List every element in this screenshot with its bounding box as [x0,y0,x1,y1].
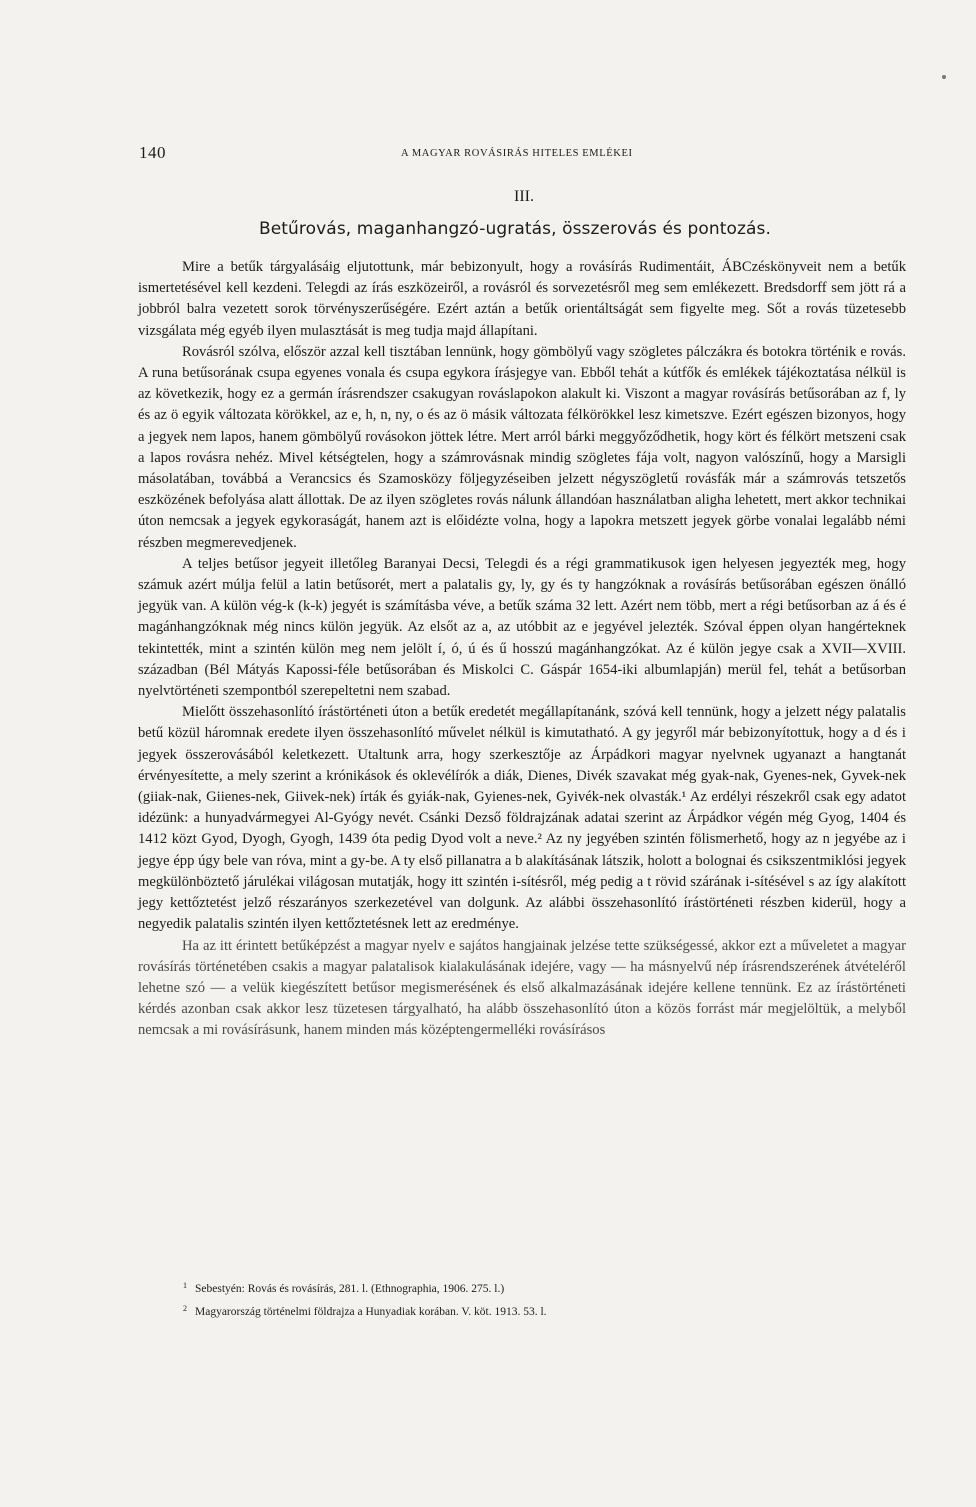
paragraph: Ha az itt érintett betűképzést a magyar nyelv e sajátos hangjainak jelzése tette szükségessé, akkor ezt a műveletet a magyar rovásírás történetében csakis a magyar palatalisok kialakulásának idejére, vagy — ha másnyelvű nép írásrendszerének átvételéről lehetne szó — a velük kiegészített betűsor megismerésének és első alkalmazásának idejére kellene tennünk. Ez az írástörténeti kérdés azonban csak akkor lesz tüzetesen tárgyalható, ha alább összehasonlító úton a közös forrást már megjelöltük, a melyből nemcsak a mi rovásírásunk, hanem minden más középtengermelléki rovásírásos [138,937,906,1039]
footnotes [183,1276,903,1322]
footnote-text: Sebestyén: Rovás és rovásírás, 281. l. (Ethnographia, 1906. 275. l.) [195,1283,505,1295]
paragraph: Rovásról szólva, először azzal kell tisztában lennünk, hogy gömbölyű vagy szögletes pálczákra és botokra történik e rovás. A runa betűsorának csupa egyenes vonala és csupa egykora írásjegye van. Ebből tehát a kútfők és emlékek tájékoztatása nélkül is az következik, hogy ez a germán írásrendszer csakugyan rováslapokon alakult ki. Viszont a magyar rovásírás betűsorában az f, ly és az ö egyik változata körökkel, az e, h, n, ny, o és az ö másik változata félkörökkel lesz kimetszve. Ezért egészen bizonyos, hogy a jegyek nem lapos, hanem gömbölyű rovásokon jöttek létre. Mert arról bárki meggyőződhetik, hogy kört és félkört metszeni csak a lapos rovásra nehéz. Mivel kétségtelen, hogy a számrovásnak mindig szögletes fája volt, nagyon valószínű, hogy a Marsigli másolatában, továbbá a Verancsics és Szamosközy följegyzéseiben jelzett négyszögletű rovásfák már a számrovás tetszetős eszközének befolyása alatt állottak. De az ilyen szögletes rovás nálunk állandóan használatban aligha lehetett, mert akkor technikai úton nemcsak a jegyek egykoraságát, hanem azt is előidézte volna, hogy a lapokra metszett jegyek görbe vonalai legalább némi részben megmerevedjenek. [138,343,906,551]
page-number: 140 [139,143,166,162]
scan-speck [942,75,946,79]
running-header [137,143,907,165]
section-number: III. [514,188,534,205]
paragraph: Mielőtt összehasonlító írástörténeti úton a betűk eredetét megállapítanánk, szóvá kell tennünk, hogy a jelzett négy palatalis betű közül háromnak eredete ilyen összehasonlító művelet nélkül is kimutatható. A gy jegyről már bebizonyítottuk, hogy a d és i jegyek összerovásából keletkezett. Utaltunk arra, hogy szerkesztője az Árpádkori magyar nyelvnek ugyanazt a hangtanát érvényesítette, a mely szerint a krónikások és oklevélírók a diák, Dienes, Divék szavakat még gyak-nak, Gyenes-nek, Gyvek-nek (giiak-nak, Giienes-nek, Giivek-nek) írták és gyiák-nak, Gyienes-nek, Gyivék-nek olvasták.¹ Az erdélyi részekről csak egy adatot idézünk: a hunyadvármegyei Al-Gyógy nevét. Csánki Dezső földrajzának adatai szerint az Árpádkor végén még Gyog, 1404 és 1412 közt Gyod, Dyogh, Gyogh, 1439 óta pedig Dyod volt a neve.² Az ny jegyében szintén fölismerhető, hogy az n jegyébe az i jegye épp úgy bele van róva, mint a gy-be. A ty első pillanatra a b alakításának látszik, holott a bolognai és csikszentmiklósi jegyek megkülönböztető járulékai világosan mutatják, hogy itt szintén i-sítésről, még pedig a t rövid szárának i-sítésével s az így alakított jegy kettőztetést jelző részarányos szerkezetével van dolgunk. Az alábbi összehasonlító írástörténeti részben kiderül, hogy a negyedik palatalis szintén ilyen kettőztetésnek lett az eredménye. [138,704,906,933]
footnote-mark: 1 [183,1281,187,1290]
section-title: Betűrovás, maganhangzó-ugratás, összerovás és pontozás. [258,219,772,239]
paragraph: Mire a betűk tárgyalásáig eljutottunk, már bebizonyult, hogy a rovásírás Rudimentáit, ÁBCzéskönyveit nem a betűk ismertetésével kell kezdeni. Telegdi az írás eszközeiről, a rovásról és sorvezetésről meg sem emlékezett. Bredsdorff sem jött rá a jobbról balra vezetett sorok törvényszerűségére. Ezért aztán a betűk orientáltságát sem figyelte meg. Sőt a rovás tüzetesebb vizsgálata még egyéb ilyen mulasztását is meg tudja majd állapítani. [138,259,906,339]
footnote-mark: 2 [183,1304,187,1313]
running-title: A MAGYAR ROVÁSIRÁS HITELES EMLÉKEI [401,148,633,159]
paragraph: A teljes betűsor jegyeit illetőleg Baranyai Decsi, Telegdi és a régi grammatikusok igen helyesen jegyezték meg, hogy számuk azért múlja felül a latin betűsorét, mert a palatalis gy, ly, gy és ty hangzóknak a rovásírás betűsorában egészen önálló jegyük van. A külön vég-k (k-k) jegyét is számításba véve, a betűk száma 32 lett. Azért nem több, mert a régi betűsorban az á és é magánhangzóknak még nincs külön jegyük. Az elsőt az a, az utóbbit az e jegyével jelezték. Szóval éppen olyan hangérteknek tekintették, mint a szintén külön meg nem jelölt í, ó, ú és ű hosszú magánhangzókat. Az é külön jegye csak a XVII—XVIII. században (Bél Mátyás Kapossi-féle betűsorában és Miskolci C. Gáspár 1654-iki albumlapján) merül fel, tehát a betűsorban nyelvtörténeti szempontból szerepeltetni nem szabad. [138,555,906,700]
footnote [183,1299,903,1322]
footnote [183,1276,903,1299]
body-text [138,257,906,1042]
footnote-text: Magyarország történelmi földrajza a Hunyadiak korában. V. köt. 1913. 53. l. [195,1306,547,1318]
